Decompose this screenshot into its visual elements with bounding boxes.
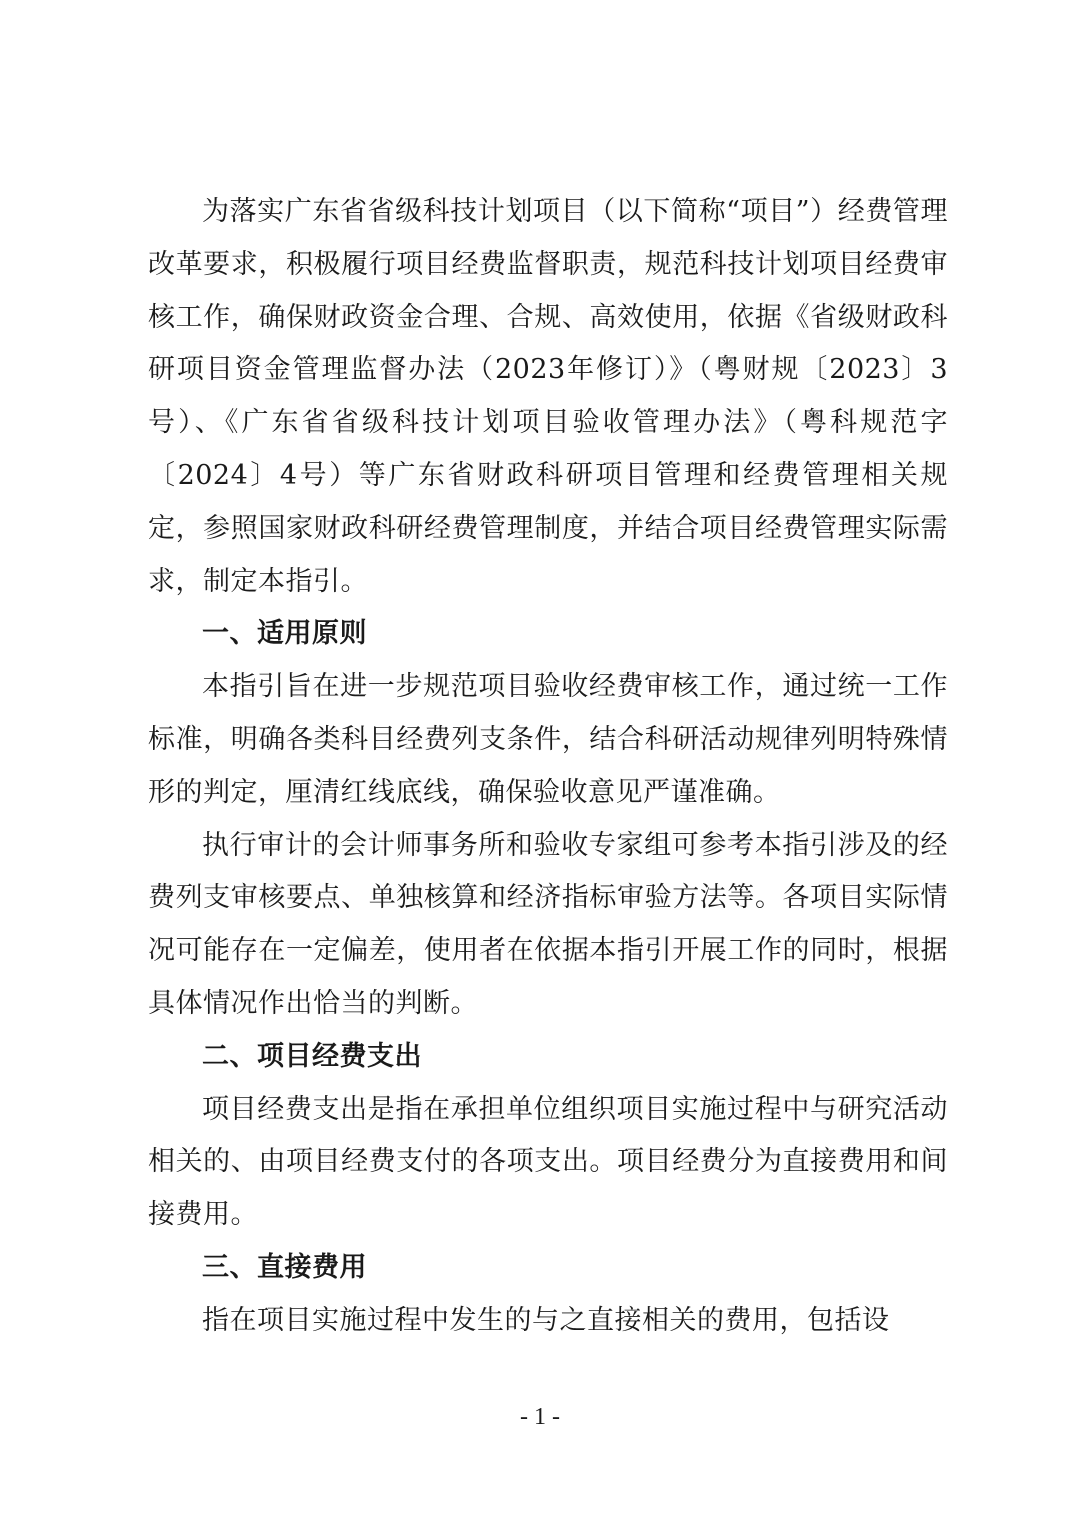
section-heading-2: 二、项目经费支出 — [202, 1040, 422, 1072]
section-heading-3: 三、直接费用 — [202, 1251, 367, 1283]
intro-paragraph: 为落实广东省省级科技计划项目（以下简称“项目”）经费管理改革要求，积极履行项目经费监督职责，规范科技计划项目经费审核工作，确保财政资金合理、合规、高效使用，依据《省级财政科研项目资金管理监督办法（2023年修订）》（粤财规〔2023〕3号）、《广东省省级科技计划项目验收管理办法》（粤科规范字〔2024〕4号）等广东省财政科研项目管理和经费管理相关规定，参照国家财政科研经费管理制度，并结合项目经费管理实际需求，制定本指引。 — [148, 196, 948, 597]
section-2-paragraph-1: 项目经费支出是指在承担单位组织项目实施过程中与研究活动相关的、由项目经费支付的各项支出。项目经费分为直接费用和间接费用。 — [148, 1093, 948, 1231]
section-1-paragraph-1: 本指引旨在进一步规范项目验收经费审核工作，通过统一工作标准，明确各类科目经费列支条件，结合科研活动规律列明特殊情形的判定，厘清红线底线，确保验收意见严谨准确。 — [148, 671, 948, 808]
page-number: - 1 - — [520, 1404, 560, 1430]
document-body — [148, 186, 948, 1348]
section-heading-1: 一、适用原则 — [202, 618, 367, 650]
section-3-paragraph-1: 指在项目实施过程中发生的与之直接相关的费用，包括设 — [202, 1304, 890, 1336]
section-1-paragraph-2: 执行审计的会计师事务所和验收专家组可参考本指引涉及的经费列支审核要点、单独核算和经济指标审验方法等。各项目实际情况可能存在一定偏差，使用者在依据本指引开展工作的同时，根据具体情况作出恰当的判断。 — [148, 829, 948, 1019]
